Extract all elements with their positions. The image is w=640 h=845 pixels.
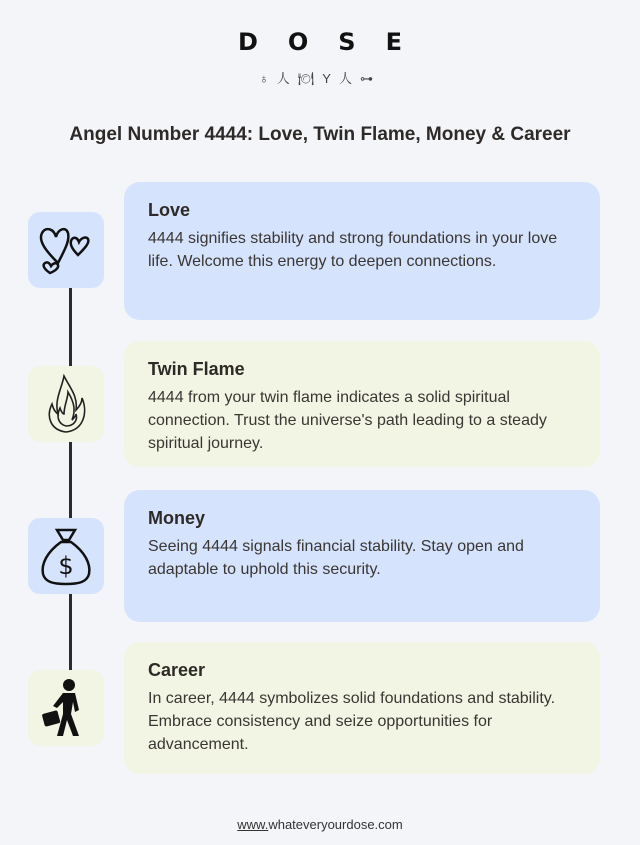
section-text: Seeing 4444 signals financial stability. Stay open and adaptable to uphold this security.: [148, 538, 524, 578]
website-domain[interactable]: whateveryourdose.com: [268, 817, 403, 832]
timeline-line: [69, 288, 72, 670]
section-heading: Love: [148, 200, 191, 220]
businessman-icon: [28, 670, 104, 746]
section-text: In career, 4444 symbolizes solid foundations and stability. Embrace consistency and seize opportunities for advancement.: [148, 690, 556, 753]
money-bag-icon: [28, 518, 104, 594]
stretch-icon: 人: [338, 71, 360, 86]
activity-icons: [0, 68, 640, 87]
section-money: [124, 490, 600, 622]
website-link[interactable]: [0, 817, 640, 832]
meditation-icon: ♁: [259, 71, 277, 86]
section-text: 4444 from your twin flame indicates a solid spiritual connection. Trust the universe's path leading to a steady spiritual journey.: [148, 389, 547, 452]
section-heading: Career: [148, 660, 206, 680]
section-heading: Twin Flame: [148, 359, 245, 379]
section-twin-flame: [124, 341, 600, 467]
flame-icon: [28, 366, 104, 442]
svg-text:$: $: [58, 552, 74, 580]
section-heading: Money: [148, 508, 206, 528]
section-text: 4444 signifies stability and strong foundations in your love life. Welcome this energy to deepen connections.: [148, 230, 558, 270]
cocktail-icon: Y: [322, 71, 339, 86]
section-love: [124, 182, 600, 320]
dining-icon: 🍽︎: [297, 71, 323, 86]
website-www[interactable]: www.: [237, 817, 269, 832]
dose-logo: DOSE: [237, 28, 432, 56]
yoga-icon: 人: [276, 71, 298, 86]
section-career: [124, 642, 600, 774]
dumbbell-icon: ⊶: [359, 71, 381, 86]
page-title: Angel Number 4444: Love, Twin Flame, Money & Career: [69, 124, 571, 145]
hearts-icon: [28, 212, 104, 288]
